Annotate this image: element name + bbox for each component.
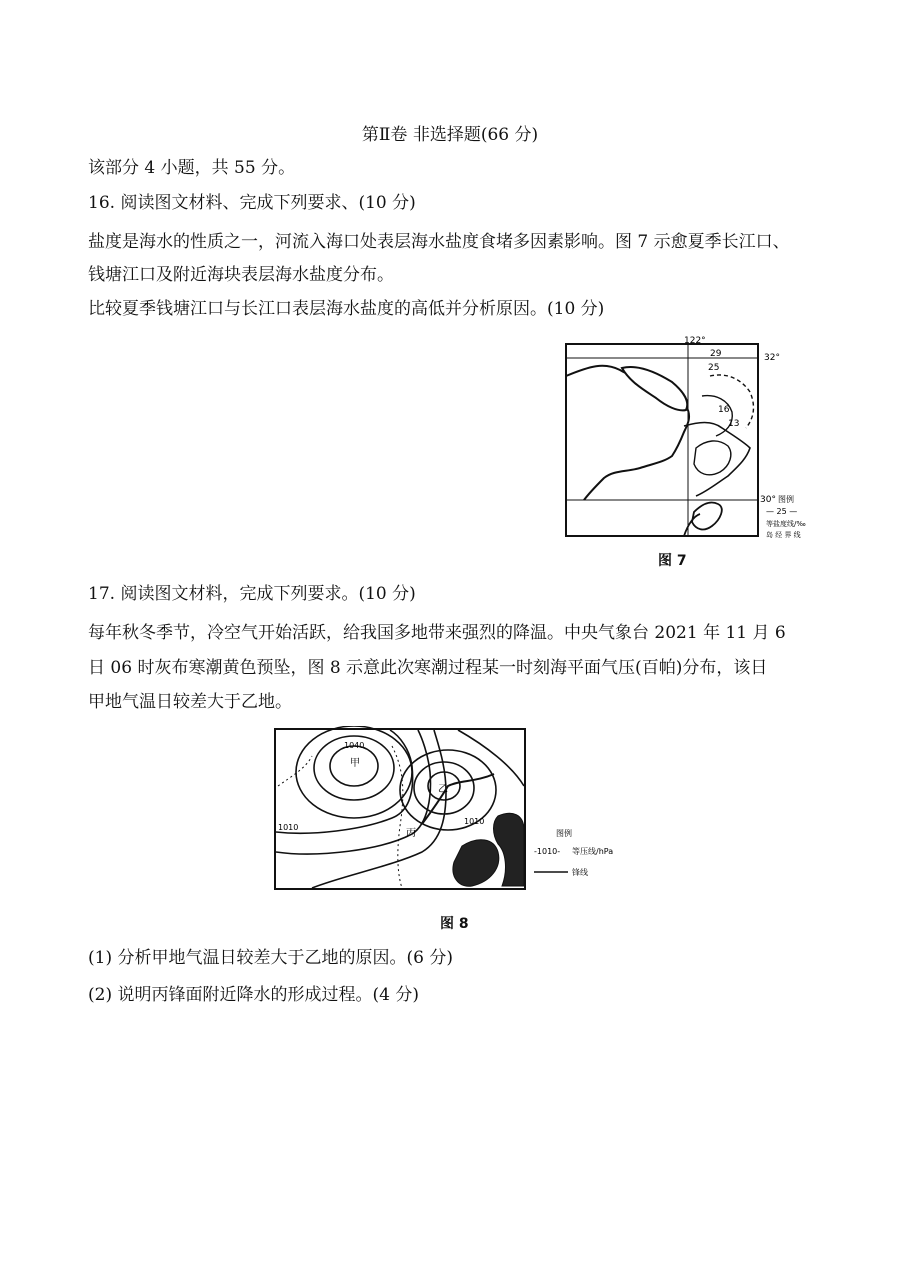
map7-longitude-label: 122° — [684, 336, 706, 346]
map8-point-yi: 乙 — [438, 784, 448, 795]
map7-latitude-bottom-label: 30° — [760, 495, 776, 505]
map7-legend-line2: 岛 经 界 线 — [766, 531, 801, 539]
q17-paragraph-line2: 日 06 时灰布寒潮黄色预坠，图 8 示意此次寒潮过程某一时刻海平面气压(百帕)分布，该日 — [88, 658, 768, 678]
q17-heading: 17. 阅读图文材料，完成下列要求。(10 分) — [88, 584, 416, 604]
map7-isoline-label-d: 13 — [728, 419, 740, 429]
section-intro: 该部分 4 小题，共 55 分。 — [88, 158, 296, 178]
figure-8-caption: 图 8 — [440, 916, 469, 932]
q17-paragraph-line1: 每年秋冬季节，冷空气开始活跃，给我国多地带来强烈的降温。中央气象台 2021 年 11 月 6 — [88, 623, 786, 643]
q16-heading: 16. 阅读图文材料、完成下列要求、(10 分) — [88, 193, 416, 213]
figure-7-salinity-map — [560, 336, 830, 542]
map8-legend-front-text: 锋线 — [572, 868, 588, 877]
map8-point-bing: 丙 — [406, 828, 416, 839]
map8-legend-isobar-sample: -1010- — [534, 847, 561, 856]
map7-legend-isoline: — 25 — — [766, 507, 798, 516]
figure-7-caption: 图 7 — [658, 553, 687, 569]
map7-legend-line1: 等盐度线/‰ — [766, 520, 806, 528]
map8-high-pressure-label: 1040 — [344, 741, 365, 750]
map8-isobar-label-1010-right: 1010 — [464, 817, 485, 826]
map7-isoline-label-a: 29 — [710, 349, 722, 359]
map8-legend-isobar-text: 等压线/hPa — [572, 847, 614, 856]
section-title: 第Ⅱ卷 非选择题(66 分) — [361, 125, 539, 145]
q17-paragraph-line3: 甲地气温日较差大于乙地。 — [88, 692, 292, 712]
q17-subquestion-2: (2) 说明丙锋面附近降水的形成过程。(4 分) — [88, 985, 419, 1005]
map7-latitude-top-label: 32° — [764, 353, 780, 363]
q17-subquestion-1: (1) 分析甲地气温日较差大于乙地的原因。(6 分) — [88, 948, 453, 968]
map7-legend-title: 图例 — [778, 495, 794, 504]
figure-8-pressure-map — [272, 726, 644, 894]
q16-paragraph-line1: 盐度是海水的性质之一，河流入海口处表层海水盐度食堵多因素影响。图 7 示愈夏季长江口、 — [88, 232, 790, 252]
map8-point-jia: 甲 — [350, 758, 360, 769]
map8-legend-title: 图例 — [556, 829, 572, 838]
q16-paragraph-line2: 钱塘江口及附近海块表层海水盐度分布。 — [88, 265, 394, 285]
map7-isoline-label-b: 25 — [708, 363, 720, 373]
q16-question: 比较夏季钱塘江口与长江口表层海水盐度的高低并分析原因。(10 分) — [88, 299, 605, 319]
map8-isobar-label-1010-left: 1010 — [278, 823, 299, 832]
map7-isoline-label-c: 16 — [718, 405, 730, 415]
